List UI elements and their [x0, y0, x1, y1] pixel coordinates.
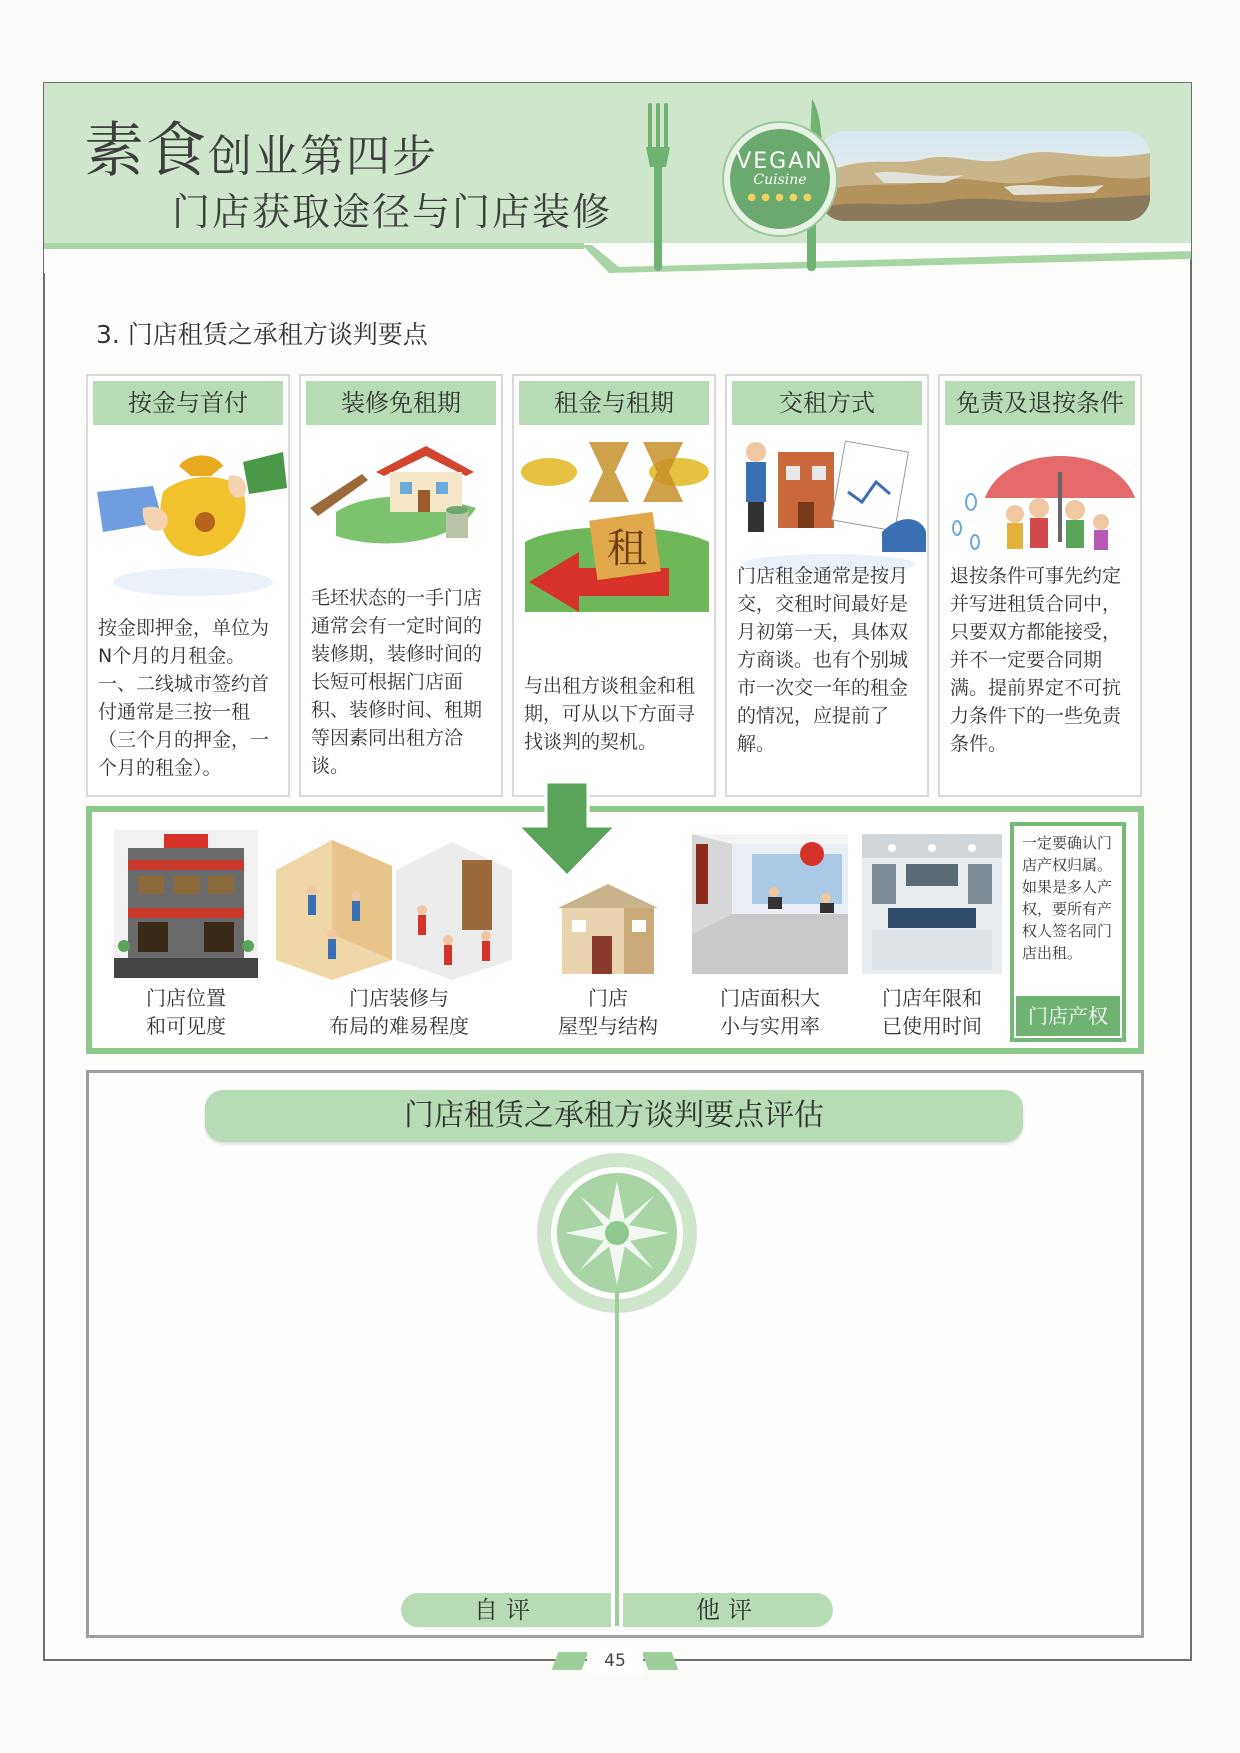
logo-script: Cuisine	[753, 172, 807, 188]
factor-structure: 门店 屋型与结构	[558, 986, 658, 1038]
factor-age: 门店年限和 已使用时间	[882, 986, 982, 1038]
renovation-workers-icon	[272, 830, 516, 980]
house-structure-icon	[554, 880, 662, 978]
factor-area: 门店面积大 小与实用率	[720, 986, 820, 1038]
note-tag: 门店产权	[1016, 996, 1120, 1036]
card-text: 毛坯状态的一手门店通常会有一定时间的装修期，装修时间的长短可根据门店面积、装修时间、租期等因素同出租方洽谈。	[311, 587, 483, 777]
card-rent-term	[512, 374, 716, 797]
logo-text: VEGAN	[736, 149, 824, 174]
factor-renovation-layout: 门店装修与 布局的难易程度	[329, 986, 469, 1038]
logo-dots: ● ● ● ● ●	[747, 192, 813, 203]
money-bag-handshake-illustration	[93, 432, 287, 602]
card-title: 装修免租期	[306, 381, 496, 425]
title-big: 素食	[84, 116, 208, 186]
property-rights-note	[1010, 822, 1126, 1042]
card-title: 按金与首付	[93, 381, 283, 425]
evaluation-divider-line	[615, 1291, 619, 1626]
card-renovation	[299, 374, 503, 797]
card-title: 免责及退按条件	[945, 381, 1135, 425]
factors-box	[86, 806, 1144, 1054]
factor-location: 门店位置 和可见度	[146, 986, 226, 1038]
card-text: 退按条件可事先约定并写进租赁合同中，只要双方都能接受，并不一定要合同期满。提前界定不可抗力条件下的一些免责条件。	[950, 565, 1122, 755]
title-rest: 创业第四步	[208, 131, 438, 182]
room-area-icon	[692, 834, 848, 974]
evaluation-title: 门店租赁之承租方谈判要点评估	[205, 1090, 1023, 1142]
page-subtitle: 门店获取途径与门店装修	[172, 190, 613, 234]
contract-signing-illustration	[732, 432, 926, 582]
rent-arrow-illustration	[519, 432, 713, 662]
card-payment	[725, 374, 929, 797]
mountain-landscape-image	[820, 131, 1150, 221]
page-header	[44, 83, 1191, 275]
card-exemption	[938, 374, 1142, 797]
vegan-logo	[724, 123, 836, 235]
note-text: 一定要确认门店产权归属。如果是多人产权，要所有产权人签名同门店出租。	[1022, 834, 1113, 962]
card-deposit	[86, 374, 290, 797]
section-title: 3. 门店租赁之承租方谈判要点	[96, 320, 428, 349]
peer-evaluation-label: 他评	[623, 1593, 833, 1627]
down-arrow-icon	[512, 782, 622, 878]
self-evaluation-label: 自评	[401, 1593, 611, 1627]
card-text: 按金即押金，单位为N个月的月租金。一、二线城市签约首付通常是三按一租（三个月的押金，一个月的租金）。	[98, 617, 270, 779]
card-title: 租金与租期	[519, 381, 709, 425]
card-text: 与出租方谈租金和租期，可从以下方面寻找谈判的契机。	[524, 675, 696, 753]
evaluation-box	[86, 1070, 1144, 1638]
umbrella-family-illustration	[945, 432, 1139, 582]
page-title	[84, 103, 438, 189]
card-title: 交租方式	[732, 381, 922, 425]
house-painting-illustration	[306, 432, 500, 582]
rent-sign-text: 租	[607, 526, 647, 572]
card-text: 门店租金通常是按月交，交租时间最好是月初第一天，具体双方商谈。也有个别城市一次交一年的租金的情况，应提前了解。	[737, 565, 909, 755]
page-number-tab	[555, 1648, 675, 1674]
page-number: 45	[587, 1648, 643, 1674]
storefront-icon	[114, 830, 258, 978]
restaurant-interior-icon	[862, 834, 1002, 974]
